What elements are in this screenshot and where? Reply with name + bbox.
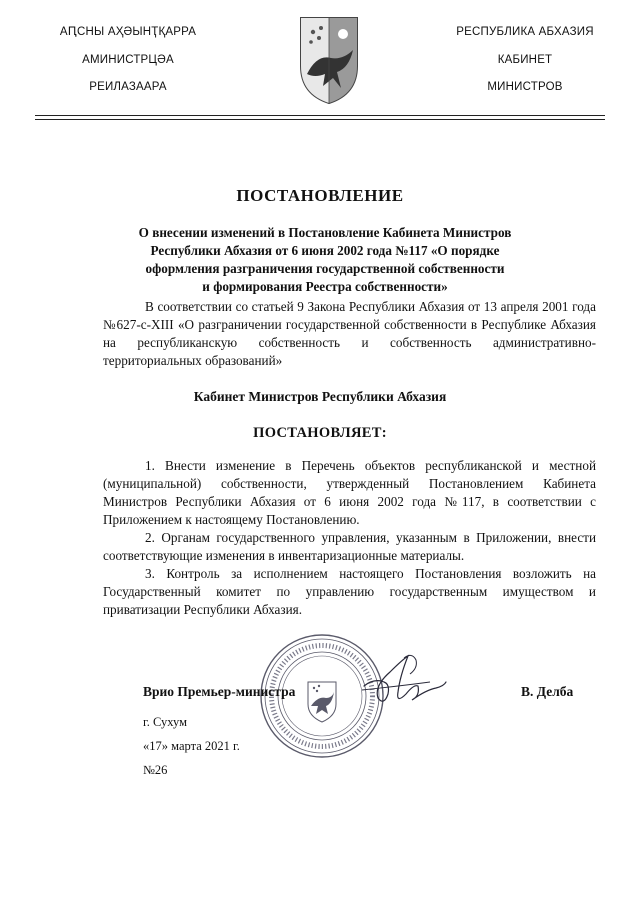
document-subject bbox=[100, 224, 550, 296]
subject-line: О внесении изменений в Постановление Кабинета Министров bbox=[138, 225, 512, 240]
header-right-line-3: МИНИСТРОВ bbox=[487, 81, 563, 93]
place-of-issue: г. Сухум bbox=[143, 715, 188, 729]
header-left-line-3: РЕИЛАЗААРА bbox=[89, 81, 167, 93]
decision-items bbox=[103, 457, 596, 619]
issuing-authority: Кабинет Министров Республики Абхазия bbox=[193, 389, 447, 404]
subject-line: и формирования Реестра собственности» bbox=[202, 279, 448, 294]
header-right-line-2: КАБИНЕТ bbox=[497, 53, 553, 66]
header-right-block bbox=[425, 22, 625, 105]
preamble-paragraph: В соответствии со статьей 9 Закона Республики Абхазия от 13 апреля 2001 года №627-с-XIII «О разграничении государственной собственности в Республике Абхазия на республиканскую собственность и собственность административно-территориальных образований» bbox=[103, 299, 596, 368]
decision-item-3: 3. Контроль за исполнением настоящего Постановления возложить на Государственный комитет по управлению государственным имуществом и приватизации Республики Абхазия. bbox=[103, 566, 596, 617]
document-number: №26 bbox=[143, 763, 168, 777]
date-of-issue: «17» марта 2021 г. bbox=[143, 739, 240, 753]
header-divider-thick bbox=[35, 115, 605, 116]
signatory-name: В. Делба bbox=[521, 684, 574, 699]
signatory-role: Врио Премьер-министра bbox=[143, 684, 296, 699]
decision-heading: ПОСТАНОВЛЯЕТ: bbox=[253, 425, 387, 441]
handwritten-signature bbox=[360, 646, 450, 716]
header-left-line-1: АԤСНЫ АҲӘЫНҬҚАРРА bbox=[59, 26, 197, 38]
header-left-line-2: АМИНИСТРЦӘА bbox=[82, 53, 174, 66]
subject-line: оформления разграничения государственной собственности bbox=[145, 261, 505, 276]
decision-item-2: 2. Органам государственного управления, указанным в Приложении, внести соответствующие изменения в инвентаризационные материалы. bbox=[103, 530, 596, 563]
header-right-line-1: РЕСПУБЛИКА АБХАЗИЯ bbox=[456, 26, 594, 38]
subject-line: Республики Абхазия от 6 июня 2002 года №117 «О порядке bbox=[150, 243, 500, 258]
header-divider-thin bbox=[35, 119, 605, 120]
header-left-block bbox=[28, 22, 228, 105]
decision-item-1: 1. Внести изменение в Перечень объектов республиканской и местной (муниципальной) собственности, утвержденный Постановлением Кабинета Министров Республики Абхазия от 6 июня 2002 года №117, в соответствии с Приложением к настоящему Постановлению. bbox=[103, 458, 596, 527]
document-title: ПОСТАНОВЛЕНИЕ bbox=[236, 186, 404, 205]
coat-of-arms-icon bbox=[297, 14, 361, 106]
